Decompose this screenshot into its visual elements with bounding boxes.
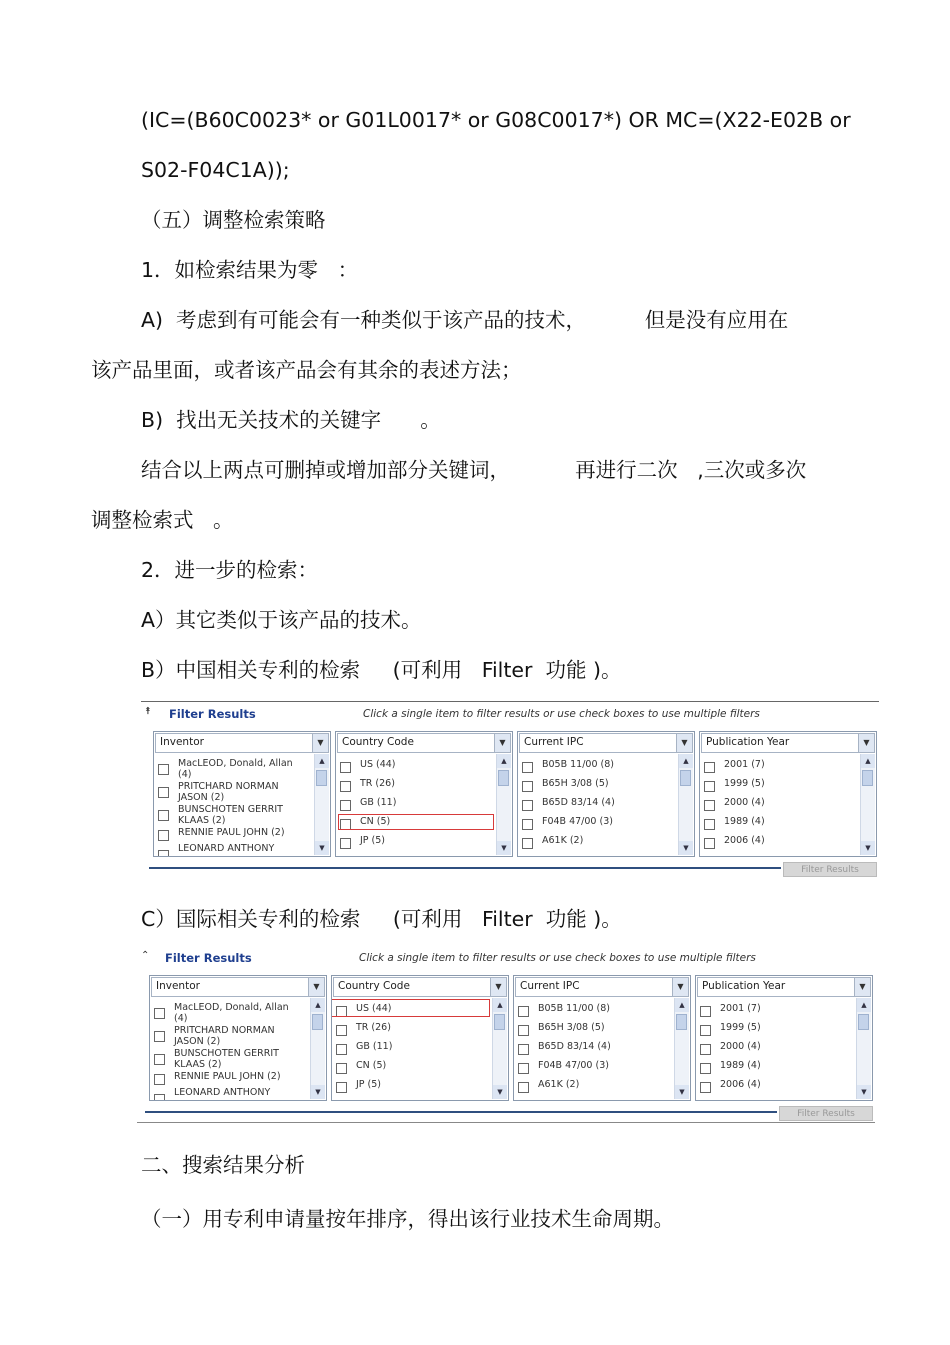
ipc-select[interactable] xyxy=(515,977,689,997)
country-select-label: Country Code xyxy=(342,736,414,748)
inventor-select-label: Inventor xyxy=(156,980,200,992)
checkbox[interactable] xyxy=(522,800,533,811)
scroll-up-icon[interactable]: ▲ xyxy=(311,998,325,1012)
ipc-select[interactable] xyxy=(519,733,693,753)
scrollbar[interactable] xyxy=(678,754,693,855)
scroll-thumb[interactable] xyxy=(494,1014,505,1030)
scroll-up-icon[interactable]: ▲ xyxy=(679,754,693,768)
checkbox[interactable] xyxy=(518,1006,529,1017)
chevron-down-icon[interactable]: ▼ xyxy=(494,734,510,752)
text-line: 2．进一步的检索： xyxy=(141,558,319,582)
checkbox[interactable] xyxy=(522,781,533,792)
text-line: 结合以上两点可删掉或增加部分关键词， 再进行二次 ,三次或多次 xyxy=(141,458,807,482)
collapse-icon[interactable]: ⌃ xyxy=(141,950,150,961)
checkbox[interactable] xyxy=(700,1044,711,1055)
checkbox[interactable] xyxy=(518,1025,529,1036)
year-select[interactable] xyxy=(701,733,875,753)
checkbox[interactable] xyxy=(340,800,351,811)
scroll-down-icon[interactable]: ▼ xyxy=(861,841,875,855)
country-select[interactable] xyxy=(333,977,507,997)
checkbox[interactable] xyxy=(158,787,169,798)
checkbox[interactable] xyxy=(704,819,715,830)
checkbox[interactable] xyxy=(704,781,715,792)
scrollbar[interactable] xyxy=(496,754,511,855)
checkbox[interactable] xyxy=(704,838,715,849)
text-line: A）其它类似于该产品的技术。 xyxy=(141,608,422,632)
ipc-select-label: Current IPC xyxy=(524,736,584,748)
checkbox[interactable] xyxy=(700,1082,711,1093)
scroll-thumb[interactable] xyxy=(312,1014,323,1030)
scroll-down-icon[interactable]: ▼ xyxy=(315,841,329,855)
text-line: A) 考虑到有可能会有一种类似于该产品的技术， 但是没有应用在 xyxy=(141,308,789,332)
scroll-down-icon[interactable]: ▼ xyxy=(679,841,693,855)
chevron-down-icon[interactable]: ▼ xyxy=(312,734,328,752)
scroll-thumb[interactable] xyxy=(498,770,509,786)
checkbox[interactable] xyxy=(518,1063,529,1074)
text-line: S02-F04C1A)); xyxy=(141,158,290,182)
scroll-up-icon[interactable]: ▲ xyxy=(493,998,507,1012)
scroll-up-icon[interactable]: ▲ xyxy=(315,754,329,768)
checkbox[interactable] xyxy=(700,1025,711,1036)
inventor-select-label: Inventor xyxy=(160,736,204,748)
chevron-down-icon[interactable]: ▼ xyxy=(490,978,506,996)
inventor-select[interactable] xyxy=(155,733,329,753)
filter-hint: Click a single item to filter results or use check boxes to use multiple filters xyxy=(363,708,760,720)
checkbox[interactable] xyxy=(158,850,169,856)
scrollbar[interactable] xyxy=(492,998,507,1099)
checkbox[interactable] xyxy=(704,762,715,773)
checkbox[interactable] xyxy=(154,1074,165,1085)
ipc-filter: Current IPC ▼ B05B 11/00 (8) B65H 3/08 (5) B65D 83/14 (4) F04B 47/00 (3) A61K (2) ▲ ▼ xyxy=(517,731,695,857)
chevron-down-icon[interactable]: ▼ xyxy=(672,978,688,996)
ipc-filter: Current IPC ▼ B05B 11/00 (8) B65H 3/08 (5) B65D 83/14 (4) F04B 47/00 (3) A61K (2) ▲ ▼ xyxy=(513,975,691,1101)
checkbox[interactable] xyxy=(154,1008,165,1019)
scroll-thumb[interactable] xyxy=(858,1014,869,1030)
checkbox[interactable] xyxy=(340,781,351,792)
section-heading: 二、搜索结果分析 xyxy=(141,1153,305,1177)
text-line: B) 找出无关技术的关键字 。 xyxy=(141,408,441,432)
filter-title: Filter Results xyxy=(165,951,252,965)
scroll-down-icon[interactable]: ▼ xyxy=(675,1085,689,1099)
scroll-thumb[interactable] xyxy=(676,1014,687,1030)
scrollbar[interactable] xyxy=(856,998,871,1099)
scroll-down-icon[interactable]: ▼ xyxy=(311,1085,325,1099)
text-line: 1．如检索结果为零 ： xyxy=(141,258,359,282)
divider xyxy=(137,1122,875,1123)
checkbox[interactable] xyxy=(522,819,533,830)
filter-panel-cn xyxy=(141,701,879,879)
scroll-up-icon[interactable]: ▲ xyxy=(497,754,511,768)
filter-title: Filter Results xyxy=(169,707,256,721)
filter-header xyxy=(137,949,875,971)
highlight-box xyxy=(338,814,494,830)
checkbox[interactable] xyxy=(518,1082,529,1093)
scroll-down-icon[interactable]: ▼ xyxy=(497,841,511,855)
text-line: 该产品里面，或者该产品会有其余的表述方法； xyxy=(91,358,522,382)
checkbox[interactable] xyxy=(340,762,351,773)
inventor-select[interactable] xyxy=(151,977,325,997)
inventor-filter: Inventor ▼ MacLEOD, Donald, Allan (4) PRITCHARD NORMAN JASON (2) BUNSCHOTEN GERRIT KLAAS (2) RENNIE PAUL JOHN (2) LEONARD ANTHONY ▲ ▼ xyxy=(149,975,327,1101)
checkbox[interactable] xyxy=(336,1044,347,1055)
checkbox[interactable] xyxy=(154,1094,165,1100)
scroll-thumb[interactable] xyxy=(862,770,873,786)
checkbox[interactable] xyxy=(154,1031,165,1042)
chevron-down-icon[interactable]: ▼ xyxy=(854,978,870,996)
scroll-up-icon[interactable]: ▲ xyxy=(857,998,871,1012)
scrollbar[interactable] xyxy=(310,998,325,1099)
scroll-thumb[interactable] xyxy=(680,770,691,786)
checkbox[interactable] xyxy=(158,810,169,821)
highlight-box xyxy=(332,999,490,1017)
year-select-label: Publication Year xyxy=(702,980,786,992)
inventor-filter: Inventor ▼ MacLEOD, Donald, Allan (4) PRITCHARD NORMAN JASON (2) BUNSCHOTEN GERRIT KLAAS (2) RENNIE PAUL JOHN (2) LEONARD ANTHONY ▲ ▼ xyxy=(153,731,331,857)
filter-results-button[interactable]: Filter Results xyxy=(783,862,877,877)
scroll-up-icon[interactable]: ▲ xyxy=(861,754,875,768)
filter-results-button[interactable]: Filter Results xyxy=(779,1106,873,1121)
checkbox[interactable] xyxy=(518,1044,529,1055)
checkbox[interactable] xyxy=(154,1054,165,1065)
scroll-down-icon[interactable]: ▼ xyxy=(493,1085,507,1099)
scrollbar[interactable] xyxy=(674,998,689,1099)
text-line: B）中国相关专利的检索 (可利用 Filter 功能 )。 xyxy=(141,658,622,682)
text-line: C）国际相关专利的检索 (可利用 Filter 功能 )。 xyxy=(141,907,622,931)
year-select[interactable] xyxy=(697,977,871,997)
country-filter: Country Code ▼ US (44) TR (26) GB (11) CN (5) JP (5) ▲ ▼ xyxy=(335,731,513,857)
scroll-thumb[interactable] xyxy=(316,770,327,786)
checkbox[interactable] xyxy=(700,1063,711,1074)
chevron-down-icon[interactable]: ▼ xyxy=(676,734,692,752)
scroll-down-icon[interactable]: ▼ xyxy=(857,1085,871,1099)
divider xyxy=(145,1111,777,1113)
divider xyxy=(149,867,781,869)
scrollbar[interactable] xyxy=(860,754,875,855)
checkbox[interactable] xyxy=(336,1082,347,1093)
country-select[interactable] xyxy=(337,733,511,753)
checkbox[interactable] xyxy=(336,1063,347,1074)
year-filter: Publication Year ▼ 2001 (7) 1999 (5) 2000 (4) 1989 (4) 2006 (4) ▲ ▼ xyxy=(695,975,873,1101)
text-line: 调整检索式 。 xyxy=(91,508,234,532)
country-select-label: Country Code xyxy=(338,980,410,992)
text-line: （一）用专利申请量按年排序，得出该行业技术生命周期。 xyxy=(141,1207,674,1231)
section-heading: （五）调整检索策略 xyxy=(141,208,326,232)
country-filter: Country Code ▼ US (44) TR (26) GB (11) CN (5) JP (5) ▲ ▼ xyxy=(331,975,509,1101)
checkbox[interactable] xyxy=(340,838,351,849)
checkbox[interactable] xyxy=(522,838,533,849)
year-select-label: Publication Year xyxy=(706,736,790,748)
scrollbar[interactable] xyxy=(314,754,329,855)
filter-hint: Click a single item to filter results or use check boxes to use multiple filters xyxy=(359,952,756,964)
year-filter: Publication Year ▼ 2001 (7) 1999 (5) 2000 (4) 1989 (4) 2006 (4) ▲ ▼ xyxy=(699,731,877,857)
checkbox[interactable] xyxy=(522,762,533,773)
filter-header xyxy=(141,705,879,727)
checkbox[interactable] xyxy=(700,1006,711,1017)
scroll-up-icon[interactable]: ▲ xyxy=(675,998,689,1012)
checkbox[interactable] xyxy=(336,1025,347,1036)
checkbox[interactable] xyxy=(158,830,169,841)
chevron-down-icon[interactable]: ▼ xyxy=(858,734,874,752)
checkbox[interactable] xyxy=(158,764,169,775)
collapse-icon[interactable]: ⯭ xyxy=(145,706,151,717)
checkbox[interactable] xyxy=(704,800,715,811)
chevron-down-icon[interactable]: ▼ xyxy=(308,978,324,996)
text-line: (IC=(B60C0023* or G01L0017* or G08C0017*) OR MC=(X22-E02B or xyxy=(141,108,851,132)
ipc-select-label: Current IPC xyxy=(520,980,580,992)
filter-panel-us xyxy=(137,945,875,1123)
